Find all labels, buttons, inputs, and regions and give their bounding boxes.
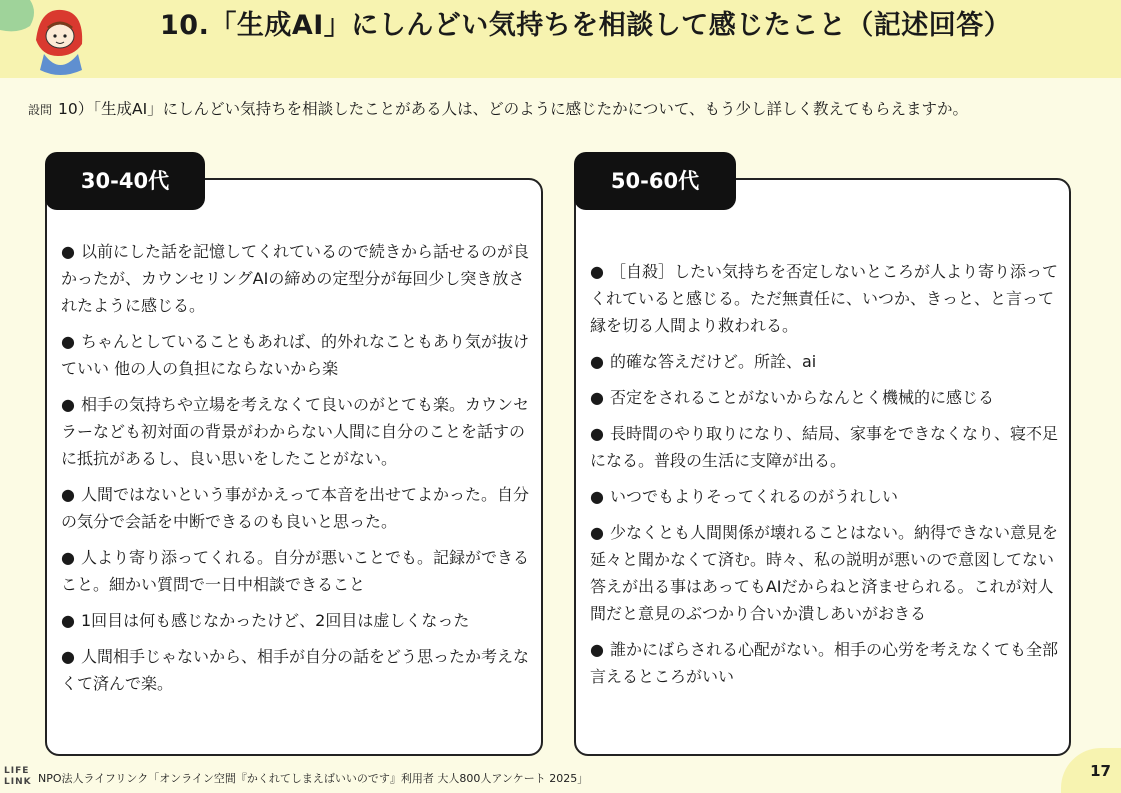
comment-text: 少なくとも人間関係が壊れることはない。納得できない意見を延々と聞かなくて済む。時々、私の説明が悪いので意図してない答えが出る事はあってもAIだからねと済ませられる。これが対人間だと意見のぶつかり合いか潰しあいがおきる (590, 523, 1058, 623)
source-note: NPO法人ライフリンク「オンライン空間『かくれてしまえばいいのです』利用者 大人800人アンケート 2025」 (38, 772, 589, 785)
right-comment (590, 348, 1059, 375)
left-comment (61, 391, 531, 472)
bullet-icon: ● (590, 424, 604, 443)
page-title: 10.「生成AI」にしんどい気持ちを相談して感じたこと（記述回答） (160, 10, 1012, 41)
bullet-icon: ● (590, 352, 604, 371)
logo-line-2: LINK (4, 777, 32, 787)
tab-30-40: 30-40代 (45, 152, 205, 210)
panel-50-60 (574, 178, 1071, 756)
mascot-illustration (0, 0, 110, 80)
bullet-icon: ● (590, 487, 604, 506)
right-comment (590, 384, 1059, 411)
bullet-icon: ● (61, 332, 75, 351)
bullet-icon: ● (61, 548, 75, 567)
left-comment (61, 544, 531, 598)
comment-text: 人より寄り添ってくれる。自分が悪いことでも。記録ができること。細かい質問で一日中相談できること (61, 548, 529, 594)
bullet-icon: ● (61, 395, 75, 414)
bullet-icon: ● (61, 485, 75, 504)
logo-line-1: LIFE (4, 766, 30, 776)
question-body: 10）「生成AI」にしんどい気持ちを相談したことがある人は、どのように感じたかについて、もう少し詳しく教えてもらえますか。 (58, 100, 969, 118)
left-comment (61, 238, 531, 319)
right-comment (590, 483, 1059, 510)
bullet-icon: ● (61, 242, 75, 261)
left-comment (61, 328, 531, 382)
comment-text: 長時間のやり取りになり、結局、家事をできなくなり、寝不足になる。普段の生活に支障が出る。 (590, 424, 1058, 470)
bullet-icon: ● (590, 388, 604, 407)
comment-text: 人間相手じゃないから、相手が自分の話をどう思ったか考えなくて済んで楽。 (61, 647, 529, 693)
comment-text: ［自殺］したい気持ちを否定しないところが人より寄り添ってくれていると感じる。ただ無責任に、いつか、きっと、と言って縁を切る人間より救われる。 (590, 262, 1058, 335)
comment-text: 人間ではないという事がかえって本音を出せてよかった。自分の気分で会話を中断できるのも良いと思った。 (61, 485, 529, 531)
comment-text: 1回目は何も感じなかったけど、2回目は虚しくなった (80, 611, 470, 630)
panel-30-40 (45, 178, 543, 756)
right-comment (590, 636, 1059, 690)
bullet-icon: ● (61, 647, 75, 666)
panel-50-60-items (590, 258, 1059, 699)
comment-text: 否定をされることがないからなんとく機械的に感じる (609, 388, 994, 407)
bullet-icon: ● (590, 262, 604, 281)
comment-text: いつでもよりそってくれるのがうれしい (609, 487, 898, 506)
left-comment (61, 481, 531, 535)
comment-text: 的確な答えだけど。所詮、ai (609, 352, 817, 371)
comment-text: ちゃんとしていることもあれば、的外れなこともあり気が抜けていい 他の人の負担にならないから楽 (61, 332, 529, 378)
left-comment (61, 643, 531, 697)
bullet-icon: ● (590, 640, 604, 659)
right-comment (590, 420, 1059, 474)
comment-text: 相手の気持ちや立場を考えなくて良いのがとても楽。カウンセラーなども初対面の背景がわからない人間に自分のことを話すのに抵抗があるし、良い思いをしたことがない。 (61, 395, 529, 468)
comment-text: 以前にした話を記憶してくれているので続きから話せるのが良かったが、カウンセリングAIの締めの定型分が毎回少し突き放されたように感じる。 (61, 242, 529, 315)
right-comment (590, 519, 1059, 627)
right-comment (590, 258, 1059, 339)
comment-text: 誰かにばらされる心配がない。相手の心労を考えなくても全部言えるところがいい (590, 640, 1058, 686)
tab-50-60: 50-60代 (574, 152, 736, 210)
page-number: 17 (1090, 762, 1111, 780)
bullet-icon: ● (61, 611, 75, 630)
bullet-icon: ● (590, 523, 604, 542)
question-label: 設問 (28, 103, 53, 117)
left-comment (61, 607, 531, 634)
panel-30-40-items (61, 238, 531, 706)
question-text (28, 96, 1108, 123)
lifelink-logo (4, 766, 30, 790)
